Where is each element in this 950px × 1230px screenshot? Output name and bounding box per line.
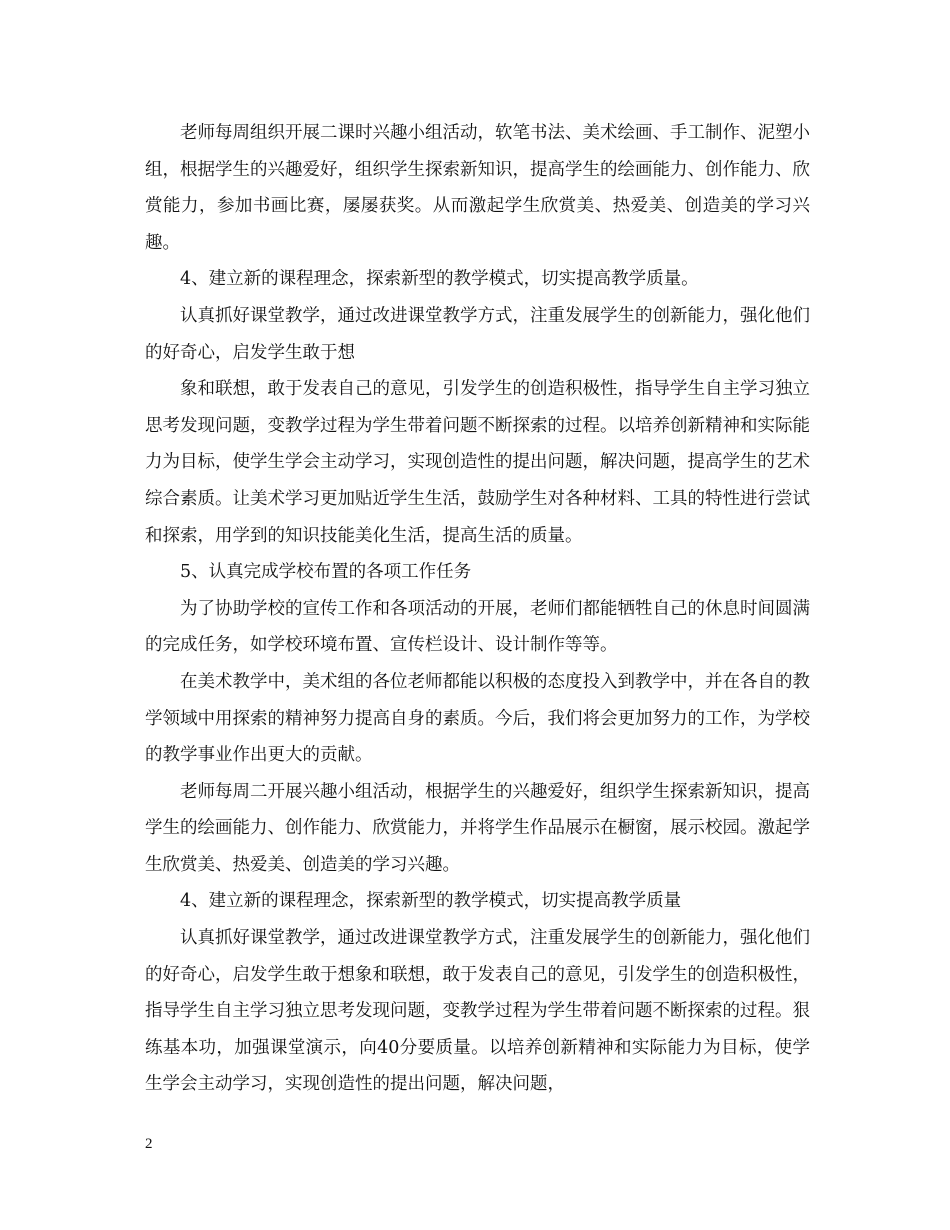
paragraph-art-teaching: 在美术教学中，美术组的各位老师都能以积极的态度投入到教学中，并在各自的教学领域中用探索的精神努力提高自身的素质。今后，我们将会更加努力的工作，为学校的教学事业作出更大的贡献。 — [145, 671, 810, 766]
heading-curriculum-concept-repeat: 4、建立新的课程理念，探索新型的教学模式，切实提高教学质量 — [180, 891, 682, 912]
document-body — [145, 115, 810, 1103]
page-number: 2 — [145, 1136, 153, 1152]
paragraph-classroom-teaching: 认真抓好课堂教学，通过改进课堂教学方式，注重发展学生的创新能力，强化他们的好奇心，启发学生敢于想 — [145, 305, 810, 363]
paragraph-creative-ability: 象和联想，敢于发表自己的意见，引发学生的创造积极性，指导学生自主学习独立思考发现问题，变教学过程为学生带着问题不断探索的过程。以培养创新精神和实际能力为目标，使学生学会主动学习，实现创造性的提出问题，解决问题，提高学生的艺术综合素质。让美术学习更加贴近学生生活，鼓励学生对各种材料、工具的特性进行尝试和探索，用学到的知识技能美化生活，提高生活的质量。 — [145, 379, 810, 546]
paragraph-classroom-teaching-repeat: 认真抓好课堂教学，通过改进课堂教学方式，注重发展学生的创新能力，强化他们的好奇心，启发学生敢于想象和联想，敢于发表自己的意见，引发学生的创造积极性，指导学生自主学习独立思考发现问题，变教学过程为学生带着问题不断探索的过程。狠练基本功，加强课堂演示，向40分要质量。以培养创新精神和实际能力为目标，使学生学会主动学习，实现创造性的提出问题，解决问题， — [145, 928, 810, 1095]
paragraph-weekly-activities: 老师每周二开展兴趣小组活动，根据学生的兴趣爱好，组织学生探索新知识，提高学生的绘画能力、创作能力、欣赏能力，并将学生作品展示在橱窗，展示校园。激起学生欣赏美、热爱美、创造美的学习兴趣。 — [145, 781, 810, 875]
heading-school-tasks: 5、认真完成学校布置的各项工作任务 — [180, 562, 472, 583]
heading-curriculum-concept: 4、建立新的课程理念，探索新型的教学模式，切实提高教学质量。 — [180, 269, 699, 290]
paragraph-school-publicity: 为了协助学校的宣传工作和各项活动的开展，老师们都能牺牲自己的休息时间圆满的完成任务，如学校环境布置、宣传栏设计、设计制作等等。 — [145, 598, 810, 656]
paragraph-interest-groups: 老师每周组织开展二课时兴趣小组活动，软笔书法、美术绘画、手工制作、泥塑小组，根据学生的兴趣爱好，组织学生探索新知识，提高学生的绘画能力、创作能力、欣赏能力，参加书画比赛，屡屡获奖。从而激起学生欣赏美、热爱美、创造美的学习兴趣。 — [145, 123, 810, 253]
